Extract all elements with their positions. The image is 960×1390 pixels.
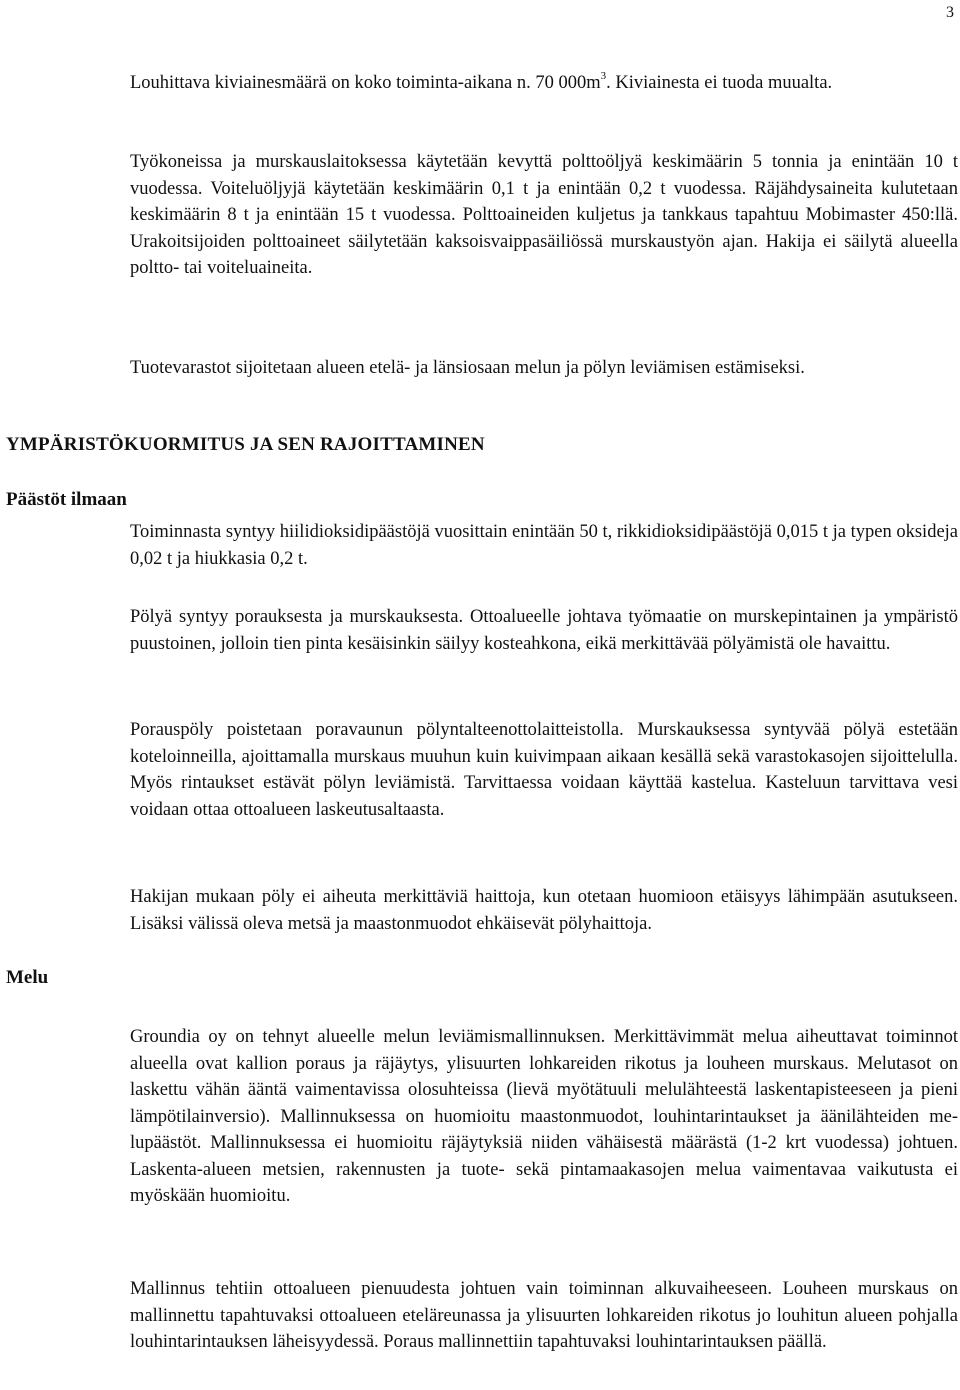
air-paragraph-dust-sources: Pölyä syntyy porauksesta ja murskauksesta. Ottoalueelle johtava työmaatie on murskepintainen ja ympäristö puustoinen, jolloin tien pinta kesäisinkin säilyy kosteahkona, eikä merkittävää pölyämistä ole havaittu. bbox=[130, 607, 958, 654]
noise-label: Melu bbox=[6, 967, 49, 988]
air-emissions-label: Päästöt ilmaan bbox=[6, 489, 127, 510]
noise-paragraph-modelling: Groundia oy on tehnyt alueelle melun leviämismallinnuksen. Merkittävimmät melua aiheuttavat toiminnot alueella ovat kallion poraus ja räjäytys, ylisuurten lohkareiden rikotus ja louheen murskaus. Melutasot on laskettu vähän ääntä vaimentavissa olosuhteissa (lievä myötätuuli melulähteestä laskentapisteeseen ja pieni lämpötilainversio). Mallinnuksessa on huomioitu maastonmuodot, louhintarintaukset ja äänilähteiden melupäästöt. Mallinnuksessa ei huomioitu räjäytyksiä niiden vähäisestä määrästä (1-2 krt vuodessa) johtuen. Laskenta-alueen metsien, rakennusten ja tuote- sekä pintamaakasojen melua vaimentavaa vaikutusta ei myöskään huomioitu. bbox=[130, 1027, 958, 1206]
intro-volume-text-end: . Kiviainesta ei tuoda muualta. bbox=[606, 73, 833, 93]
intro-volume-text: Louhittava kiviainesmäärä on koko toiminta-aikana n. 70 000m bbox=[130, 73, 601, 93]
air-paragraph-dust-impact: Hakijan mukaan pöly ei aiheuta merkittäviä haittoja, kun otetaan huomioon etäisyys lähimpään asutukseen. Lisäksi välissä oleva metsä ja maastonmuodot ehkäisevät pölyhaittoja. bbox=[130, 887, 958, 934]
section-heading: YMPÄRISTÖKUORMITUS JA SEN RAJOITTAMINEN bbox=[6, 434, 485, 455]
intro-paragraph-storage: Tuotevarastot sijoitetaan alueen etelä- ja länsiosaan melun ja pölyn leviämisen estämiseksi. bbox=[130, 358, 805, 378]
intro-paragraph-volume bbox=[130, 70, 958, 97]
intro-paragraph-fuels: Työkoneissa ja murskauslaitoksessa käytetään kevyttä polttoöljyä keskimäärin 5 tonnia ja enintään 10 t vuodessa. Voiteluöljyjä käytetään keskimäärin 0,1 t ja enintään 0,2 t vuodessa. Räjähdysaineita kulutetaan keskimäärin 8 t ja enintään 15 t vuodessa. Polttoaineiden kuljetus ja tankkaus tapahtuu Mobimaster 450:llä. Urakoitsijoiden polttoaineet säilytetään kaksoisvaippasäiliössä murskaustyön ajan. Hakija ei säilytä alueella poltto- tai voiteluaineita. bbox=[130, 152, 958, 278]
superscript-3: 3 bbox=[600, 69, 607, 82]
air-paragraph-dust-control: Porauspöly poistetaan poravaunun pölyntalteenottolaitteistolla. Murskauksessa syntyvää pölyä estetään koteloinneilla, ajoittamalla murskaus muuhun kuin kuivimpaan aikaan kesällä sekä varastokasojen sijoittelulla. Myös rintaukset estävät pölyn leviämistä. Tarvittaessa voidaan käyttää kastelua. Kasteluun tarvittava vesi voidaan ottaa ottoalueen laskeutusaltaasta. bbox=[130, 720, 958, 820]
noise-paragraph-scope: Mallinnus tehtiin ottoalueen pienuudesta johtuen vain toiminnan alkuvaiheeseen. Louheen murskaus on mallinnettu tapahtuvaksi ottoalueen eteläreunassa ja ylisuurten lohkareiden rikotus jo louhitun alueen pohjalla louhintarintauksen läheisyydessä. Poraus mallinnettiin tapahtuvaksi louhintarintauksen päällä. bbox=[130, 1279, 958, 1352]
air-paragraph-emissions: Toiminnasta syntyy hiilidioksidipäästöjä vuosittain enintään 50 t, rikkidioksidipäästöjä 0,015 t ja typen oksideja 0,02 t ja hiukkasia 0,2 t. bbox=[130, 522, 959, 569]
page-number: 3 bbox=[946, 4, 954, 21]
